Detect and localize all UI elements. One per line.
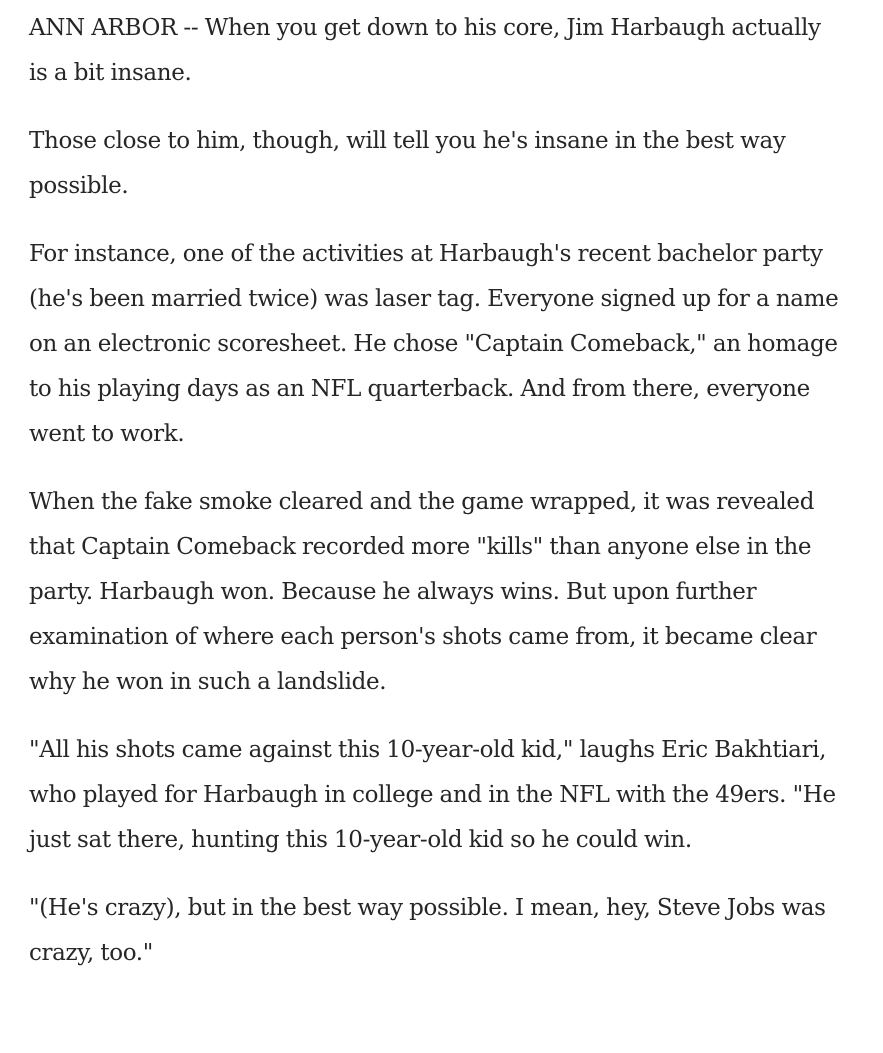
- article-paragraph-3: For instance, one of the activities at Harbaugh's recent bachelor party (he's been married twice) was laser tag. Everyone signed up for a name on an electronic scoresheet. He chose "Captain Comeback," an homage to his playing days as an NFL quarterback. And from there, everyone went to work.: [29, 241, 839, 447]
- article-paragraph-4: When the fake smoke cleared and the game wrapped, it was revealed that Captain Comeback recorded more "kills" than anyone else in the party. Harbaugh won. Because he always wins. But upon further examination of where each person's shots came from, it became clear why he won in such a landslide.: [29, 489, 817, 695]
- article-paragraph-2: Those close to him, though, will tell you he's insane in the best way possible.: [29, 128, 786, 199]
- article-paragraph-5: "All his shots came against this 10-year-old kid," laughs Eric Bakhtiari, who played for Harbaugh in college and in the NFL with the 49ers. "He just sat there, hunting this 10-year-old kid so he could win.: [29, 737, 836, 853]
- article-paragraph-1: ANN ARBOR -- When you get down to his core, Jim Harbaugh actually is a bit insane.: [29, 15, 821, 86]
- article-paragraph-6: "(He's crazy), but in the best way possible. I mean, hey, Steve Jobs was crazy, too.": [29, 895, 826, 966]
